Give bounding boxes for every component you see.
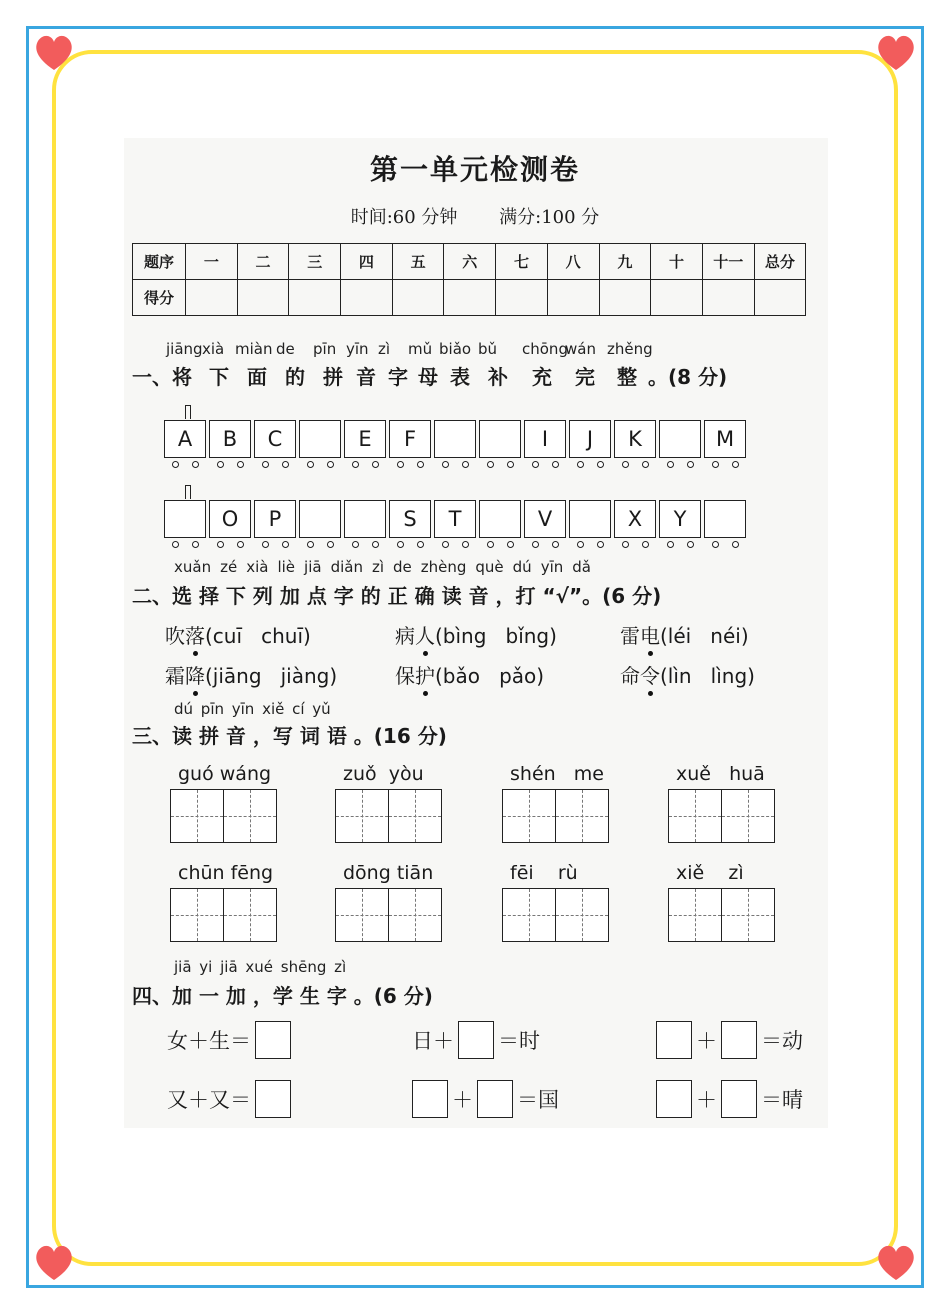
q1-pinyin-syllable: zhěng [607,340,653,358]
wheel-icon [352,461,359,468]
wheels [390,461,430,468]
q1-title-char: 整 [617,365,637,389]
q3-writing-grid [502,789,607,843]
wheel-icon [577,461,584,468]
wheels [570,541,610,548]
writing-cell[interactable] [502,888,556,942]
q1-pinyin-syllable: wán [565,340,596,358]
wheel-icon [462,461,469,468]
table-cell: 七 [496,244,548,280]
score-input-cell[interactable] [444,280,496,316]
q3-writing-grid [335,789,440,843]
q4-title: 四、加 一 加 ，学 生 字 。(6 分) [132,984,433,1008]
wheels [615,461,655,468]
train-car[interactable] [299,500,341,538]
train-letter: P [268,507,282,531]
wheel-icon [282,541,289,548]
equation-text: ＋ [696,1029,717,1053]
wheels [345,461,385,468]
q2-item-options: (lìn lìng) [660,664,755,688]
alphabet-train-2 [164,500,749,538]
wheel-icon [577,541,584,548]
equation-text: ＝晴 [761,1088,803,1112]
chimney-icon [185,405,191,419]
q2-item-dotted-char: 降 [185,664,205,688]
train-letter: S [403,507,417,531]
exam-info [0,203,950,229]
wheel-icon [507,461,514,468]
q2-pinyin-syllable: dǎ [572,558,591,576]
train-letter: I [541,427,549,451]
train-letter: T [448,507,462,531]
q2-pinyin-syllable: xuǎn [174,558,212,576]
train-letter: E [358,427,372,451]
wheel-icon [307,461,314,468]
wheel-icon [307,541,314,548]
wheel-icon [667,461,674,468]
heart-icon [32,1240,76,1284]
writing-cell[interactable] [721,789,775,843]
q3-writing-grid [668,888,773,942]
q1-title-char: 一、将 [132,365,192,389]
table-cell: 四 [341,244,393,280]
wheel-icon [597,541,604,548]
q3-word-pinyin: fēi rù [510,862,578,884]
q2-item-char: 雷 [620,624,640,648]
table-cell: 题序 [133,244,186,280]
train-car[interactable] [704,500,746,538]
q3-writing-grid [170,789,275,843]
wheels [435,461,475,468]
q1-title-char: 表 [450,365,470,389]
q1-pinyin-syllable: pīn [313,340,337,358]
table-cell: 九 [599,244,651,280]
writing-cell[interactable] [388,789,442,843]
q2-title: 二、选 择 下 列 加 点 字 的 正 确 读 音 ，打 “√”。(6 分) [132,584,662,608]
q3-writing-grid [170,888,275,942]
wheel-icon [282,461,289,468]
score-input-cell[interactable] [237,280,289,316]
q1-title-char: 补 [488,365,508,389]
score-input-cell[interactable] [186,280,238,316]
q1-pinyin-syllable: bǔ [478,340,498,358]
answer-box[interactable] [255,1021,291,1059]
train-car [524,500,566,538]
q2-item[interactable] [165,660,337,689]
wheel-icon [712,461,719,468]
equation-text: ＋ [452,1088,473,1112]
writing-cell[interactable] [502,789,556,843]
q1-title-char: 充 [532,365,552,389]
wheel-icon [642,541,649,548]
q2-item-char: 保 [395,664,415,688]
table-cell: 三 [289,244,341,280]
q3-word-pinyin: xuě huā [676,763,765,785]
wheel-icon [417,541,424,548]
wheel-icon [442,541,449,548]
wheel-icon [532,541,539,548]
q3-word-pinyin: dōng tiān [343,862,434,884]
wheel-icon [192,541,199,548]
q2-item-dotted-char: 护 [415,664,435,688]
train-letter: O [221,507,239,531]
train-car [164,420,206,458]
writing-cell[interactable] [555,888,609,942]
equation-a2 [410,1021,542,1059]
writing-cell[interactable] [555,789,609,843]
equation-b3 [654,1080,805,1118]
q3-pinyin: dú pīn yīn xiě cí yǔ [174,700,331,718]
heart-icon [874,1240,918,1284]
train-car [389,500,431,538]
train-car[interactable] [659,420,701,458]
equation-text: ＝国 [517,1088,559,1112]
q1-title-end: 。(8 分) [648,365,728,389]
q1-pinyin-syllable: jiāng [166,340,203,358]
score-input-cell[interactable] [702,280,754,316]
wheel-icon [687,541,694,548]
wheels [660,461,700,468]
q2-item-char: 吹 [165,624,185,648]
q1-pinyin-syllable: biǎo [439,340,472,358]
train-car[interactable] [164,500,206,538]
alphabet-train-1 [164,420,749,458]
q1-title-char: 母 [418,365,438,389]
wheel-icon [262,461,269,468]
train-car [209,420,251,458]
wheels [660,541,700,548]
score-input-cell[interactable] [289,280,341,316]
wheels [255,461,295,468]
q2-pinyin [174,558,600,576]
train-car [254,420,296,458]
q1-pinyin-syllable: zì [378,340,391,358]
q2-pinyin-syllable: què [475,558,504,576]
wheels [300,461,340,468]
writing-cell[interactable] [668,888,722,942]
wheel-icon [352,541,359,548]
table-cell: 五 [392,244,444,280]
wheel-icon [462,541,469,548]
train-car[interactable] [434,420,476,458]
wheel-icon [417,461,424,468]
equation-text: ＝动 [761,1029,803,1053]
table-cell: 一 [186,244,238,280]
score-table-score-row [133,280,806,316]
q1-pinyin-syllable: xià [202,340,225,358]
q2-pinyin-syllable: liè [277,558,296,576]
q1-title-char: 音 [356,365,376,389]
train-car [254,500,296,538]
wheel-icon [667,541,674,548]
wheels [705,541,745,548]
q3-writing-grid [335,888,440,942]
answer-box[interactable] [721,1080,757,1118]
q2-item-options: (bǎo pǎo) [435,664,545,688]
train-letter: K [628,427,642,451]
heart-icon [32,30,76,74]
wheel-icon [327,541,334,548]
wheel-icon [397,541,404,548]
q2-item-options: (bìng bǐng) [435,624,557,648]
q2-item-options: (cuī chuī) [205,624,311,648]
q2-item[interactable] [395,620,557,649]
q2-pinyin-syllable: jiā [304,558,322,576]
q2-item-char: 命 [620,664,640,688]
wheels [210,461,250,468]
writing-cell[interactable] [170,789,224,843]
q3-word-pinyin: xiě zì [676,862,744,884]
wheel-icon [597,461,604,468]
equation-text: 女＋生＝ [167,1029,251,1053]
q1-title-char: 拼 [323,365,343,389]
wheels [570,461,610,468]
q1-pinyin-syllable: de [276,340,295,358]
wheel-icon [552,541,559,548]
wheel-icon [687,461,694,468]
wheel-icon [642,461,649,468]
train-car [704,420,746,458]
wheel-icon [217,541,224,548]
train-letter: V [537,507,553,531]
equation-a3 [654,1021,805,1059]
answer-box[interactable] [412,1080,448,1118]
answer-box[interactable] [721,1021,757,1059]
equation-b1 [165,1080,293,1118]
wheel-icon [552,461,559,468]
score-input-cell[interactable] [754,280,806,316]
wheel-icon [327,461,334,468]
q3-title: 三、读 拼 音 ，写 词 语 。(16 分) [132,724,447,748]
answer-box[interactable] [477,1080,513,1118]
q1-title-char: 下 [209,365,229,389]
train-car [614,500,656,538]
q3-word-pinyin: guó wáng [178,763,272,785]
train-car [569,420,611,458]
wheel-icon [172,541,179,548]
page-title: 第一单元检测卷 [369,153,580,186]
q2-item[interactable] [165,620,311,649]
wheels [615,541,655,548]
wheel-icon [532,461,539,468]
q2-item-options: (léi néi) [660,624,749,648]
q2-pinyin-syllable: xià [246,558,269,576]
wheel-icon [487,461,494,468]
train-letter: F [403,427,417,451]
equation-text: 日＋ [412,1029,454,1053]
wheels [390,541,430,548]
q3-word-pinyin: chūn fēng [178,862,274,884]
q2-item[interactable] [620,620,749,649]
train-car[interactable] [344,500,386,538]
wheel-icon [442,461,449,468]
wheels [345,541,385,548]
writing-cell[interactable] [388,888,442,942]
q2-pinyin-syllable: zé [220,558,238,576]
wheel-icon [217,461,224,468]
wheels [435,541,475,548]
writing-cell[interactable] [668,789,722,843]
q1-pinyin-syllable: chōng [522,340,568,358]
score-input-cell[interactable] [496,280,548,316]
train-letter: Y [673,507,687,531]
table-cell: 六 [444,244,496,280]
wheels [255,541,295,548]
q1-title-char: 字 [388,365,408,389]
q1-pinyin-syllable: yīn [346,340,369,358]
q2-item-dotted-char: 落 [185,624,205,648]
table-cell: 二 [237,244,289,280]
wheel-icon [172,461,179,468]
q2-item-char: 病 [395,624,415,648]
score-input-cell[interactable] [341,280,393,316]
answer-box[interactable] [255,1080,291,1118]
train-car[interactable] [479,500,521,538]
writing-cell[interactable] [721,888,775,942]
train-car[interactable] [299,420,341,458]
q2-item[interactable] [395,660,544,689]
equation-b2 [410,1080,561,1118]
q3-writing-grid [502,888,607,942]
wheels [525,541,565,548]
heart-icon [874,30,918,74]
train-letter: B [222,427,238,451]
equation-text: ＋ [696,1088,717,1112]
writing-cell[interactable] [170,888,224,942]
train-letter: J [586,427,594,451]
equation-text: 又＋又＝ [167,1088,251,1112]
answer-box[interactable] [656,1021,692,1059]
wheel-icon [262,541,269,548]
table-cell: 十 [651,244,703,280]
train-letter: A [177,427,193,451]
train-car[interactable] [479,420,521,458]
table-cell: 十一 [702,244,754,280]
train-car [389,420,431,458]
wheels [210,541,250,548]
train-car [434,500,476,538]
train-car [614,420,656,458]
wheel-icon [712,541,719,548]
wheels [165,541,205,548]
wheels [300,541,340,548]
score-input-cell[interactable] [651,280,703,316]
wheel-icon [507,541,514,548]
table-cell: 得分 [133,280,186,316]
q4-pinyin: jiā yi jiā xué shēng zì [174,958,347,976]
wheel-icon [487,541,494,548]
table-cell: 八 [547,244,599,280]
writing-cell[interactable] [335,888,389,942]
time-label: 时间:60 分钟 [350,207,458,228]
wheel-icon [237,541,244,548]
train-car [344,420,386,458]
wheel-icon [397,461,404,468]
train-car [209,500,251,538]
wheel-icon [372,541,379,548]
wheel-icon [732,461,739,468]
wheels [480,461,520,468]
q1-title-char: 面 [247,365,267,389]
q2-pinyin-syllable: de [393,558,412,576]
q3-word-pinyin: zuǒ yòu [343,763,424,785]
wheel-icon [622,541,629,548]
score-input-cell[interactable] [392,280,444,316]
train-letter: M [715,427,735,451]
answer-box[interactable] [656,1080,692,1118]
train-car[interactable] [569,500,611,538]
writing-cell[interactable] [223,888,277,942]
writing-cell[interactable] [335,789,389,843]
q2-item-options: (jiāng jiàng) [205,664,338,688]
wheel-icon [622,461,629,468]
train-car [659,500,701,538]
train-letter: C [267,427,283,451]
chimney-icon [185,485,191,499]
q1-pinyin-syllable: miàn [235,340,273,358]
q2-pinyin-syllable: zì [371,558,384,576]
q2-pinyin-syllable: diǎn [330,558,363,576]
wheels [165,461,205,468]
score-input-cell[interactable] [599,280,651,316]
wheel-icon [372,461,379,468]
wheel-icon [237,461,244,468]
writing-cell[interactable] [223,789,277,843]
q3-writing-grid [668,789,773,843]
train-car [524,420,566,458]
full-score-label: 满分:100 分 [499,207,600,228]
wheels [705,461,745,468]
q2-item[interactable] [620,660,755,689]
q2-item-dotted-char: 人 [415,624,435,648]
score-input-cell[interactable] [547,280,599,316]
equation-text: ＝时 [498,1029,540,1053]
q1-pinyin-syllable: mǔ [408,340,433,358]
q2-pinyin-syllable: yīn [540,558,564,576]
score-table-header-row [133,244,806,280]
q2-item-char: 霜 [165,664,185,688]
answer-box[interactable] [458,1021,494,1059]
q1-title-char: 的 [285,365,305,389]
wheels [480,541,520,548]
wheels [525,461,565,468]
table-cell: 总分 [754,244,806,280]
wheel-icon [192,461,199,468]
q3-word-pinyin: shén me [510,763,604,785]
q2-pinyin-syllable: dú [512,558,532,576]
score-table [132,243,806,316]
q2-pinyin-syllable: zhèng [420,558,467,576]
q2-item-dotted-char: 令 [640,664,660,688]
train-letter: X [627,507,643,531]
wheel-icon [732,541,739,548]
q2-item-dotted-char: 电 [640,624,660,648]
q1-title-char: 完 [575,365,595,389]
equation-a1 [165,1021,293,1059]
